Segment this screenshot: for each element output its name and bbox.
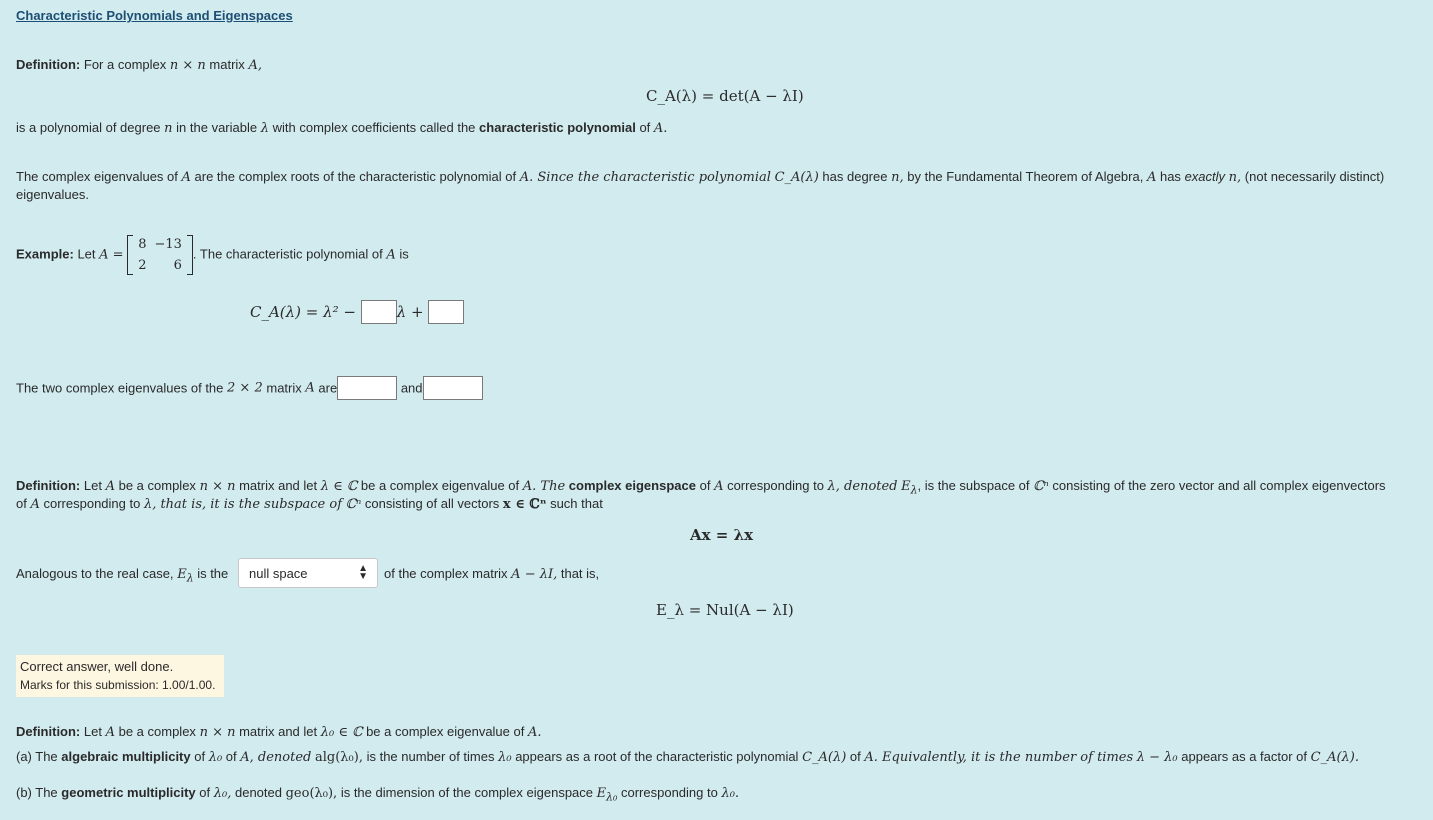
text: are <box>318 380 338 396</box>
math-n-by-n: n × n <box>169 58 206 73</box>
definition-3-part-a <box>16 749 1359 765</box>
text: of the complex matrix <box>384 566 508 581</box>
text: is the dimension of the complex eigenspace <box>340 785 594 800</box>
definition-label: Definition: <box>16 478 81 493</box>
eigen-equation: Ax = λx <box>690 526 754 544</box>
text: λ, that is, it is the subspace of <box>143 497 343 512</box>
text: A. Since the characteristic polynomial <box>519 170 771 185</box>
text: of <box>199 785 211 800</box>
text: of <box>16 496 27 511</box>
math-A: A <box>30 497 40 512</box>
text: are the complex roots of the characteristic polynomial of <box>194 169 517 184</box>
text: in the variable <box>176 120 258 135</box>
eigenvalue-input-1[interactable] <box>337 376 397 400</box>
math-A: A <box>305 380 315 396</box>
text: , is the subspace of <box>917 478 1030 493</box>
math-CA: C_A(λ). <box>1310 750 1359 765</box>
text: be a complex <box>118 724 196 739</box>
math-A-eq: A = <box>99 247 124 263</box>
math-lambda0: λ₀, <box>213 786 232 801</box>
math-Cn: ℂⁿ <box>1033 479 1049 494</box>
formula-text: C_A(λ) = λ² − <box>250 303 356 321</box>
text: Analogous to the real case, <box>16 566 174 581</box>
select-value: null space <box>249 566 308 581</box>
formula-text: λ + <box>396 303 424 321</box>
math-lambda0-in-C: λ₀ ∈ ℂ <box>320 725 363 740</box>
text: of <box>699 478 711 493</box>
text: (a) The <box>16 749 58 764</box>
math-alg: alg(λ₀), <box>315 750 363 765</box>
space-type-select[interactable] <box>238 558 378 588</box>
text: (not necessarily distinct) <box>1244 169 1385 184</box>
math-A: A <box>1146 170 1157 185</box>
definition-2-line2 <box>16 496 603 512</box>
text: The two complex eigenvalues of the <box>16 380 224 396</box>
definition-2-line1 <box>16 478 1386 497</box>
text: corresponding to <box>727 478 824 493</box>
math-A: A, <box>248 58 262 73</box>
text: is the number of times <box>366 749 495 764</box>
text: denoted <box>234 785 282 800</box>
text: A. Equivalently, it is the number of times <box>864 750 1134 765</box>
text: A. The <box>522 479 566 494</box>
text: is <box>399 246 409 262</box>
text: of <box>225 749 237 764</box>
math-2x2: 2 × 2 <box>227 380 263 396</box>
math-A: A <box>105 725 115 740</box>
nul-space-formula: E_λ = Nul(A − λI) <box>656 601 794 619</box>
matrix-cell: −13 <box>154 237 182 252</box>
definition-1-body <box>16 120 667 136</box>
emphasis-exactly: exactly <box>1184 169 1226 184</box>
math-A: A <box>181 170 191 185</box>
definition-3-line1 <box>16 724 542 740</box>
feedback-marks: Marks for this submission: 1.00/1.00. <box>20 678 216 692</box>
text: matrix <box>209 57 245 72</box>
eigenvalue-paragraph-line1 <box>16 169 1384 185</box>
text: Let <box>83 478 102 493</box>
formula-text: C_A(λ) = det(A − λI) <box>646 87 804 105</box>
text: that is, <box>560 566 600 581</box>
text: consisting of the zero vector and all complex eigenvectors <box>1052 478 1386 493</box>
feedback-box <box>16 655 224 697</box>
text: be a complex eigenvalue of <box>366 724 525 739</box>
math-A-minus-lambda-I: A − λI, <box>511 567 558 582</box>
subscript: λ <box>910 483 918 497</box>
math-CA: C_A(λ) <box>774 170 819 185</box>
answer-input-coefficient-2[interactable] <box>428 300 464 324</box>
text: is the <box>197 566 229 581</box>
eigenvalue-paragraph-line2: eigenvalues. <box>16 187 89 202</box>
example-line <box>16 234 409 276</box>
math-E-lambda <box>901 479 918 497</box>
text: of <box>194 749 206 764</box>
subscript: λ₀ <box>606 790 618 804</box>
text: matrix <box>266 380 302 396</box>
text: be a complex eigenvalue of <box>360 478 520 493</box>
math-E-lambda <box>177 567 194 585</box>
chevron-updown-icon: ▲ ▼ <box>358 563 368 582</box>
math-n: n <box>164 121 173 136</box>
text: consisting of all vectors <box>364 496 500 511</box>
char-poly-question <box>250 300 464 324</box>
definition-label: Definition: <box>16 724 81 739</box>
text: matrix and let <box>239 478 318 493</box>
math-A: A <box>386 247 396 263</box>
text: For a complex <box>83 57 167 72</box>
text: Let <box>77 246 96 262</box>
math-E-lambda0 <box>596 786 618 804</box>
math-A: A. <box>653 121 668 136</box>
math-A: A. <box>527 725 542 740</box>
feedback-correct: Correct answer, well done. <box>20 659 174 674</box>
answer-input-coefficient-1[interactable] <box>361 300 397 324</box>
math-geo: geo(λ₀), <box>285 786 338 801</box>
math-n: n, <box>1228 170 1242 185</box>
text: of <box>639 120 651 135</box>
math-n-by-n: n × n <box>199 479 236 494</box>
E-symbol: E <box>901 479 911 494</box>
text: has degree <box>822 169 888 184</box>
term-algebraic-multiplicity: algebraic multiplicity <box>61 749 191 764</box>
text: has <box>1159 169 1181 184</box>
text: . The characteristic polynomial of <box>192 246 383 262</box>
text: with complex coefficients called the <box>272 120 476 135</box>
text: Let <box>83 724 102 739</box>
matrix-A <box>127 234 193 276</box>
term-characteristic-polynomial: characteristic polynomial <box>479 120 636 135</box>
text: corresponding to <box>621 785 718 800</box>
char-poly-formula <box>646 87 804 105</box>
math-lambda0: λ₀. <box>721 786 740 801</box>
E-symbol: E <box>596 786 607 801</box>
text: is a polynomial of degree <box>16 120 161 135</box>
text: such that <box>550 496 603 511</box>
text: The complex eigenvalues of <box>16 169 178 184</box>
math-n: n, <box>891 170 904 185</box>
analogous-text-b <box>384 566 599 582</box>
math-lambda-in-C: λ ∈ ℂ <box>320 479 358 494</box>
math-x-in-Cn: x ∈ ℂⁿ <box>502 497 547 512</box>
math-CA: C_A(λ) <box>802 750 847 765</box>
text: (b) The <box>16 785 58 800</box>
text: appears as a factor of <box>1181 749 1308 764</box>
analogous-text-a <box>16 566 228 585</box>
text: by the Fundamental Theorem of Algebra, <box>907 169 1144 184</box>
text: of <box>849 749 861 764</box>
eigenvalue-question <box>16 376 483 400</box>
matrix-cell: 2 <box>138 258 147 273</box>
text: A, denoted <box>240 750 312 765</box>
matrix-cell: 8 <box>138 237 147 252</box>
matrix-cell: 6 <box>173 258 182 273</box>
math-lambda-minus-lambda0: λ − λ₀ <box>1136 750 1178 765</box>
math-Cn: ℂⁿ <box>345 497 362 512</box>
text: λ, denoted <box>827 479 898 494</box>
page-title[interactable]: Characteristic Polynomials and Eigenspaces <box>16 8 293 23</box>
text: be a complex <box>118 478 196 493</box>
math-n-by-n: n × n <box>199 725 236 740</box>
math-A: A <box>105 479 115 494</box>
definition-label: Definition: <box>16 57 81 72</box>
math-lambda: λ <box>260 121 269 136</box>
text: corresponding to <box>43 496 141 511</box>
subscript: λ <box>186 571 194 585</box>
math-lambda0: λ₀ <box>208 750 223 765</box>
E-symbol: E <box>177 567 187 582</box>
math-A: A <box>714 479 724 494</box>
term-complex-eigenspace: complex eigenspace <box>568 478 696 493</box>
definition-3-part-b <box>16 785 739 804</box>
text: and <box>400 380 423 396</box>
text: matrix and let <box>239 724 318 739</box>
term-geometric-multiplicity: geometric multiplicity <box>61 785 196 800</box>
example-label: Example: <box>16 246 74 262</box>
eigenvalue-input-2[interactable] <box>423 376 483 400</box>
text: appears as a root of the characteristic polynomial <box>515 749 799 764</box>
definition-1-intro <box>16 57 262 73</box>
math-lambda0: λ₀ <box>498 750 512 765</box>
